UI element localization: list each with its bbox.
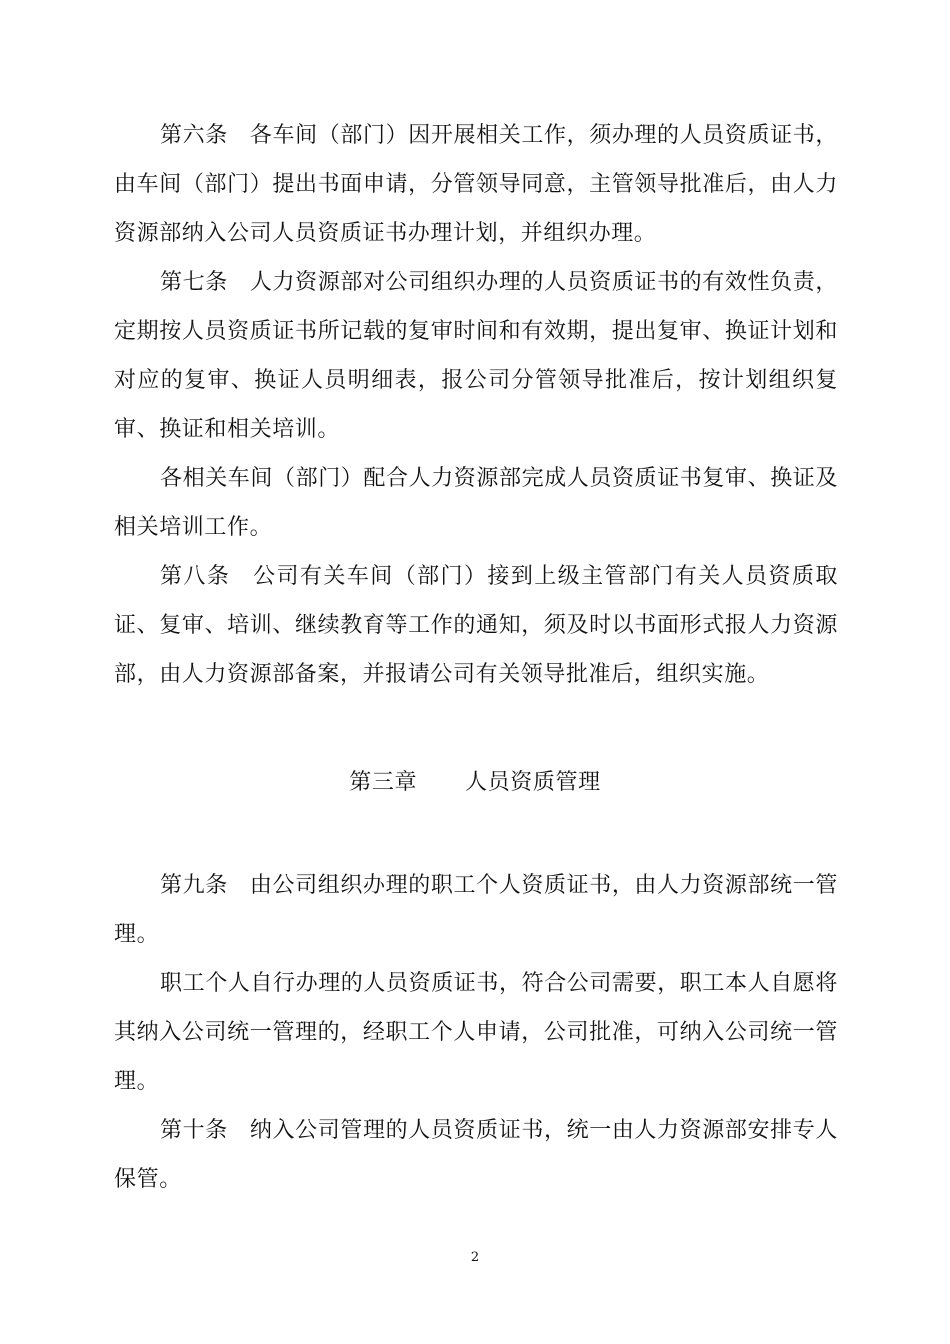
article-7-continuation bbox=[114, 454, 838, 552]
article-8 bbox=[114, 552, 838, 699]
article-10 bbox=[114, 1106, 838, 1204]
paragraph-text: 职工个人自行办理的人员资质证书，符合公司需要，职工本人自愿将其纳入公司统一管理的，经职工个人申请，公司批准，可纳入公司统一管理。 bbox=[114, 971, 839, 1094]
article-text: 公司有关车间（部门）接到上级主管部门有关人员资质取证、复审、培训、继续教育等工作的通知，须及时以书面形式报人力资源部，由人力资源部备案，并报请公司有关领导批准后，组织实施。 bbox=[114, 564, 838, 687]
article-text: 由公司组织办理的职工个人资质证书，由人力资源部统一管理。 bbox=[114, 873, 838, 947]
article-7 bbox=[114, 258, 838, 454]
article-label: 第八条 bbox=[160, 564, 231, 589]
article-label: 第六条 bbox=[160, 123, 228, 148]
article-6 bbox=[114, 111, 838, 258]
article-label: 第九条 bbox=[160, 873, 228, 898]
article-label: 第七条 bbox=[160, 270, 228, 295]
article-label: 第十条 bbox=[160, 1118, 228, 1143]
chapter-number: 第三章 bbox=[349, 770, 418, 795]
page-number: 2 bbox=[470, 1250, 480, 1265]
article-9 bbox=[114, 861, 838, 959]
chapter-title: 人员资质管理 bbox=[465, 770, 601, 795]
article-9-continuation bbox=[114, 959, 838, 1106]
chapter-heading bbox=[0, 768, 950, 798]
paragraph-text: 各相关车间（部门）配合人力资源部完成人员资质证书复审、换证及相关培训工作。 bbox=[114, 466, 839, 540]
article-text: 纳入公司管理的人员资质证书，统一由人力资源部安排专人保管。 bbox=[114, 1118, 838, 1192]
article-text: 各车间（部门）因开展相关工作，须办理的人员资质证书，由车间（部门）提出书面申请，分管领导同意，主管领导批准后，由人力资源部纳入公司人员资质证书办理计划，并组织办理。 bbox=[114, 123, 838, 246]
article-text: 人力资源部对公司组织办理的人员资质证书的有效性负责，定期按人员资质证书所记载的复审时间和有效期，提出复审、换证计划和对应的复审、换证人员明细表，报公司分管领导批准后，按计划组织复审、换证和相关培训。 bbox=[114, 270, 838, 442]
